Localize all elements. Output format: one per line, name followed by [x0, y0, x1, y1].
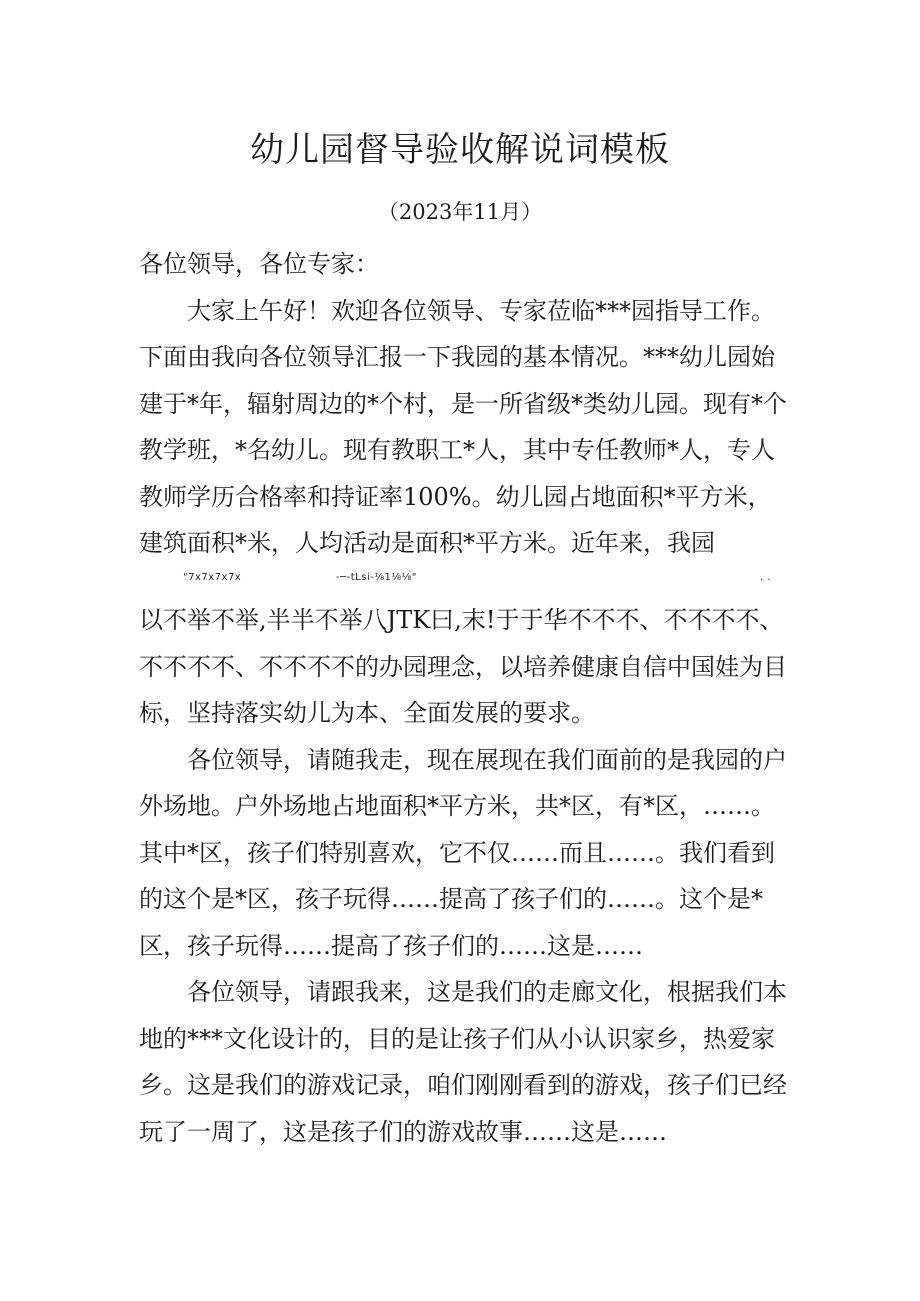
salutation: 各位领导，各位专家：: [139, 250, 379, 278]
document-body-top: [139, 241, 787, 567]
document-title: 幼儿园督导验收解说词模板: [250, 130, 670, 170]
paragraph-intro: 大家上午好！欢迎各位领导、专家莅临***园指导工作。下面由我向各位领导汇报一下我园的基本情况。***幼儿园始建于*年，辐射周边的*个村，是一所省级*类幼儿园。现有*个教学班，*名幼儿。现有教职工*人，其中专任教师*人，专人教师学历合格率和持证率100%。幼儿园占地面积*平方米，建筑面积*米，人均活动是面积*平方米。近年来，我园: [139, 296, 787, 557]
garbled-text-left: "7x7x7x7x: [183, 572, 242, 583]
document-date: （2023年11月）: [377, 200, 543, 224]
document-body-bottom: [139, 597, 787, 1155]
paragraph-outdoor: 各位领导，请随我走，现在展现在我们面前的是我园的户外场地。户外场地占地面积*平方米，共*区，有*区，……。其中*区，孩子们特别喜欢，它不仅……而且……。我们看到的这个是*区，孩子玩得……提高了孩子们的……。这个是*区，孩子玩得……提高了孩子们的……这是……: [139, 745, 787, 960]
paragraph-philosophy: 以不举不举,半半不举八JTK曰,末!于于华不不不、不不不不、不不不不、不不不不的办园理念，以培养健康自信中国娃为目标，坚持落实幼儿为本、全面发展的要求。: [139, 606, 787, 727]
paragraph-corridor: 各位领导，请跟我来，这是我们的走廊文化，根据我们本地的***文化设计的，目的是让孩子们从小认识家乡，热爱家乡。这是我们的游戏记录，咱们刚刚看到的游戏，孩子们已经玩了一周了，这是孩子们的游戏故事……这是……: [139, 978, 787, 1146]
garbled-text-middle: -─-tLsi-⅛1⅛⅛": [336, 572, 417, 583]
garbled-text-right: . .: [760, 572, 772, 583]
